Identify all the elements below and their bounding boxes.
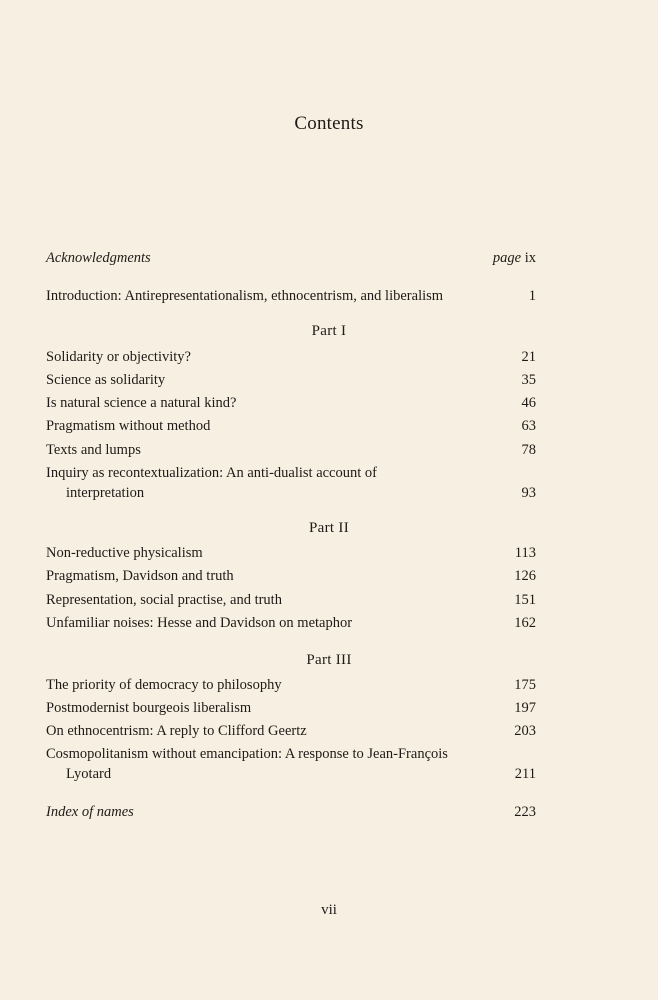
toc-entry-label: On ethnocentrism: A reply to Clifford Geertz xyxy=(46,723,307,739)
toc-entry xyxy=(46,416,536,436)
toc-entry xyxy=(46,370,536,390)
part-heading: Part III xyxy=(306,652,352,668)
toc-entry-page: 1 xyxy=(528,288,536,304)
toc-entry xyxy=(46,590,536,610)
toc-entry-page: 78 xyxy=(521,442,536,458)
toc-entry xyxy=(46,393,536,413)
toc-entry xyxy=(46,543,536,563)
toc-entry xyxy=(46,675,536,695)
toc-entry-label: Postmodernist bourgeois liberalism xyxy=(46,700,252,716)
toc-entry xyxy=(46,347,536,367)
toc-entry xyxy=(46,566,536,586)
toc-entry-page: 162 xyxy=(514,615,536,631)
toc-entry xyxy=(46,698,536,718)
toc-entry-page: 175 xyxy=(514,677,536,693)
toc-entry-label: Texts and lumps xyxy=(46,442,141,458)
page-prefix: page xyxy=(492,250,522,266)
toc-entry-page: 203 xyxy=(514,723,536,739)
toc-entry-label: Science as solidarity xyxy=(46,372,166,388)
toc-entry xyxy=(46,440,536,460)
toc-entry-page: 93 xyxy=(521,485,536,501)
toc-entry xyxy=(46,613,536,633)
toc-entry-label: Index of names xyxy=(46,804,134,820)
toc-entry-label: Is natural science a natural kind? xyxy=(46,395,237,411)
toc-entry-page: 197 xyxy=(514,700,536,716)
page-folio: vii xyxy=(321,902,337,918)
toc-entry-page: 46 xyxy=(521,395,536,411)
toc-entry xyxy=(46,744,536,784)
toc-entry-label: Introduction: Antirepresentationalism, ethnocentrism, and liberalism xyxy=(46,288,444,304)
toc-entry-label: Unfamiliar noises: Hesse and Davidson on metaphor xyxy=(46,615,353,631)
toc-entry-label: Pragmatism, Davidson and truth xyxy=(46,568,234,584)
toc-entry-page: 21 xyxy=(521,349,536,365)
toc-entry-label: Representation, social practise, and truth xyxy=(46,592,282,608)
toc-entry-label: Pragmatism without method xyxy=(46,418,211,434)
page-title: Contents xyxy=(294,113,364,134)
part-heading: Part I xyxy=(311,323,347,339)
toc-entry-page xyxy=(493,248,536,268)
toc-entry-label: Non-reductive physicalism xyxy=(46,545,203,561)
toc-entry-page: 211 xyxy=(514,766,536,782)
toc-entry-label: Solidarity or objectivity? xyxy=(46,349,191,365)
toc-entry-acknowledgments xyxy=(46,248,536,268)
toc-entry-page: 223 xyxy=(514,804,536,820)
toc-entry-label: The priority of democracy to philosophy xyxy=(46,677,282,693)
toc-entry xyxy=(46,463,536,503)
toc-entry-label-continued: interpretation xyxy=(66,485,145,501)
page-number: ix xyxy=(524,250,536,266)
toc-entry-label-continued: Lyotard xyxy=(66,766,112,782)
toc-entry xyxy=(46,721,536,741)
toc-entry-introduction xyxy=(46,286,536,306)
toc-entry-label: Inquiry as recontextualization: An anti-dualist account of xyxy=(46,465,377,481)
toc-entry-page: 35 xyxy=(521,372,536,388)
toc-entry-label: Acknowledgments xyxy=(46,250,151,266)
toc-entry-page: 151 xyxy=(514,592,536,608)
toc-entry-page: 63 xyxy=(521,418,536,434)
toc-entry-index xyxy=(46,802,536,822)
toc-entry-page: 113 xyxy=(514,545,536,561)
part-heading: Part II xyxy=(308,520,349,536)
toc-entry-label: Cosmopolitanism without emancipation: A response to Jean-François xyxy=(46,746,448,762)
toc-entry-page: 126 xyxy=(514,568,536,584)
